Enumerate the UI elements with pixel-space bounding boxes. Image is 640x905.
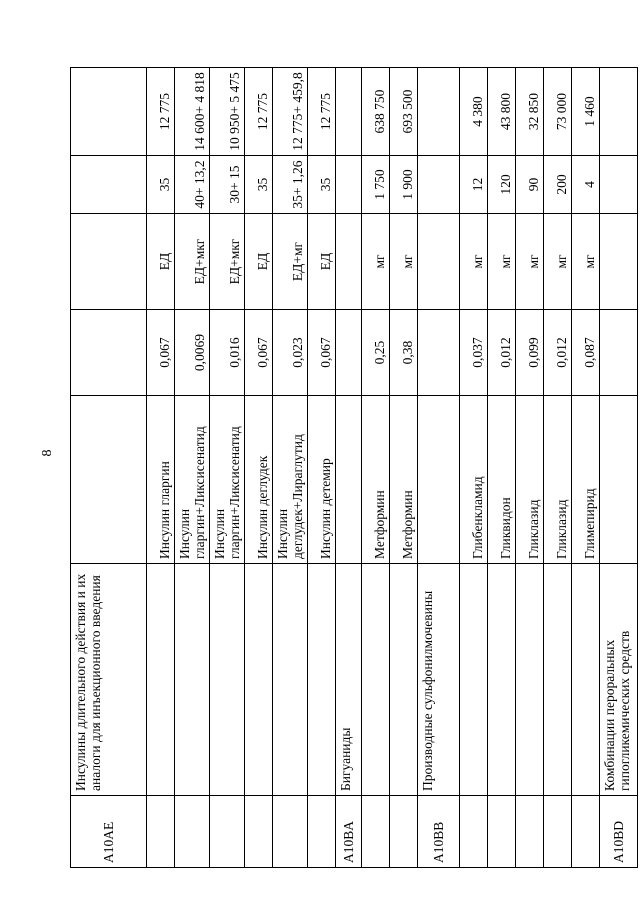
group-cell: Производные сульфонилмочевины [418, 564, 460, 796]
ratio-cell [336, 310, 362, 396]
group-cell [488, 564, 516, 796]
total-cell: 12 775 [147, 68, 175, 156]
code-cell [390, 796, 418, 868]
code-cell: A10BB [418, 796, 460, 868]
dose-cell: 30+ 15 [210, 156, 245, 214]
dose-cell [336, 156, 362, 214]
table-row [600, 68, 638, 868]
group-cell [210, 564, 245, 796]
table-row [418, 68, 460, 868]
unit-cell [418, 214, 460, 310]
group-cell [390, 564, 418, 796]
code-cell [516, 796, 544, 868]
drug-cell: Инсулин деглудек [245, 396, 273, 564]
table-row [516, 68, 544, 868]
table-row [572, 68, 600, 868]
dose-cell [418, 156, 460, 214]
ratio-cell: 0,067 [147, 310, 175, 396]
ratio-cell: 0,012 [488, 310, 516, 396]
table-row [245, 68, 273, 868]
table-row [273, 68, 308, 868]
dose-cell [71, 156, 147, 214]
drug-cell: Гликлазид [544, 396, 572, 564]
dose-cell: 35 [308, 156, 336, 214]
total-cell: 43 800 [488, 68, 516, 156]
dose-cell: 200 [544, 156, 572, 214]
table-row [71, 68, 147, 868]
group-cell: Бигуаниды [336, 564, 362, 796]
group-cell [273, 564, 308, 796]
drug-cell: Метформин [362, 396, 390, 564]
ratio-cell: 0,016 [210, 310, 245, 396]
ratio-cell: 0,012 [544, 310, 572, 396]
group-cell [572, 564, 600, 796]
group-cell [516, 564, 544, 796]
ratio-cell: 0,067 [245, 310, 273, 396]
drug-cell [418, 396, 460, 564]
drug-cell: Гликлазид [516, 396, 544, 564]
drug-cell: Инсулин гларгин [147, 396, 175, 564]
total-cell: 73 000 [544, 68, 572, 156]
drug-cell: Глимепирид [572, 396, 600, 564]
drug-cell [336, 396, 362, 564]
dose-cell: 4 [572, 156, 600, 214]
drug-cell [71, 396, 147, 564]
dose-cell: 12 [460, 156, 488, 214]
dose-cell: 120 [488, 156, 516, 214]
code-cell [488, 796, 516, 868]
drug-table-body [71, 68, 638, 868]
ratio-cell: 0,067 [308, 310, 336, 396]
ratio-cell: 0,087 [572, 310, 600, 396]
total-cell [71, 68, 147, 156]
code-cell [273, 796, 308, 868]
ratio-cell: 0,023 [273, 310, 308, 396]
code-cell: A10BA [336, 796, 362, 868]
dose-cell: 35 [147, 156, 175, 214]
drug-cell: Инсулин гларгин+Ликсисенатид [210, 396, 245, 564]
unit-cell [71, 214, 147, 310]
total-cell: 12 775 [308, 68, 336, 156]
total-cell: 14 600+ 4 818 [175, 68, 210, 156]
group-cell [460, 564, 488, 796]
total-cell: 32 850 [516, 68, 544, 156]
unit-cell: ЕД [245, 214, 273, 310]
total-cell [600, 68, 638, 156]
drug-cell: Инсулин деглудек+Лираглутид [273, 396, 308, 564]
unit-cell [600, 214, 638, 310]
table-row [460, 68, 488, 868]
dose-cell: 35+ 1,26 [273, 156, 308, 214]
table-row [210, 68, 245, 868]
group-cell: Инсулины длительного действия и их аналоги для инъекционного введения [71, 564, 147, 796]
table-row [362, 68, 390, 868]
ratio-cell: 0,0069 [175, 310, 210, 396]
code-cell [544, 796, 572, 868]
group-cell [175, 564, 210, 796]
unit-cell [336, 214, 362, 310]
unit-cell: ЕД+мкг [210, 214, 245, 310]
drug-cell: Метформин [390, 396, 418, 564]
drug-cell: Инсулин гларгин+Ликсисенатид [175, 396, 210, 564]
rotated-page-content [70, 68, 632, 868]
drug-cell: Гликвидон [488, 396, 516, 564]
code-cell [308, 796, 336, 868]
group-cell: Комбинации пероральных гипогликемических средств [600, 564, 638, 796]
total-cell: 10 950+ 5 475 [210, 68, 245, 156]
unit-cell: мг [362, 214, 390, 310]
drug-cell: Инсулин детемир [308, 396, 336, 564]
unit-cell: мг [572, 214, 600, 310]
unit-cell: ЕД+мкг [175, 214, 210, 310]
drug-table [70, 67, 638, 868]
table-row [488, 68, 516, 868]
group-cell [245, 564, 273, 796]
unit-cell: мг [460, 214, 488, 310]
code-cell [362, 796, 390, 868]
dose-cell: 40+ 13,2 [175, 156, 210, 214]
table-row [544, 68, 572, 868]
unit-cell: ЕД+мг [273, 214, 308, 310]
table-row [308, 68, 336, 868]
drug-cell [600, 396, 638, 564]
group-cell [544, 564, 572, 796]
code-cell [175, 796, 210, 868]
code-cell: A10AE [71, 796, 147, 868]
group-cell [147, 564, 175, 796]
dose-cell: 90 [516, 156, 544, 214]
total-cell [418, 68, 460, 156]
dose-cell: 1 900 [390, 156, 418, 214]
ratio-cell [71, 310, 147, 396]
total-cell: 4 380 [460, 68, 488, 156]
total-cell: 693 500 [390, 68, 418, 156]
table-row [336, 68, 362, 868]
total-cell: 1 460 [572, 68, 600, 156]
table-row [175, 68, 210, 868]
ratio-cell: 0,099 [516, 310, 544, 396]
code-cell [245, 796, 273, 868]
ratio-cell: 0,037 [460, 310, 488, 396]
unit-cell: мг [544, 214, 572, 310]
ratio-cell: 0,38 [390, 310, 418, 396]
table-row [147, 68, 175, 868]
total-cell: 12 775+ 459,8 [273, 68, 308, 156]
code-cell: A10BD [600, 796, 638, 868]
dose-cell: 35 [245, 156, 273, 214]
page-number: 8 [40, 449, 55, 457]
total-cell [336, 68, 362, 156]
ratio-cell [600, 310, 638, 396]
group-cell [308, 564, 336, 796]
ratio-cell: 0,25 [362, 310, 390, 396]
unit-cell: ЕД [147, 214, 175, 310]
unit-cell: мг [516, 214, 544, 310]
total-cell: 638 750 [362, 68, 390, 156]
unit-cell: мг [488, 214, 516, 310]
code-cell [210, 796, 245, 868]
code-cell [460, 796, 488, 868]
code-cell [572, 796, 600, 868]
total-cell: 12 775 [245, 68, 273, 156]
ratio-cell [418, 310, 460, 396]
group-cell [362, 564, 390, 796]
table-row [390, 68, 418, 868]
dose-cell [600, 156, 638, 214]
unit-cell: ЕД [308, 214, 336, 310]
code-cell [147, 796, 175, 868]
drug-cell: Глибенкламид [460, 396, 488, 564]
dose-cell: 1 750 [362, 156, 390, 214]
unit-cell: мг [390, 214, 418, 310]
